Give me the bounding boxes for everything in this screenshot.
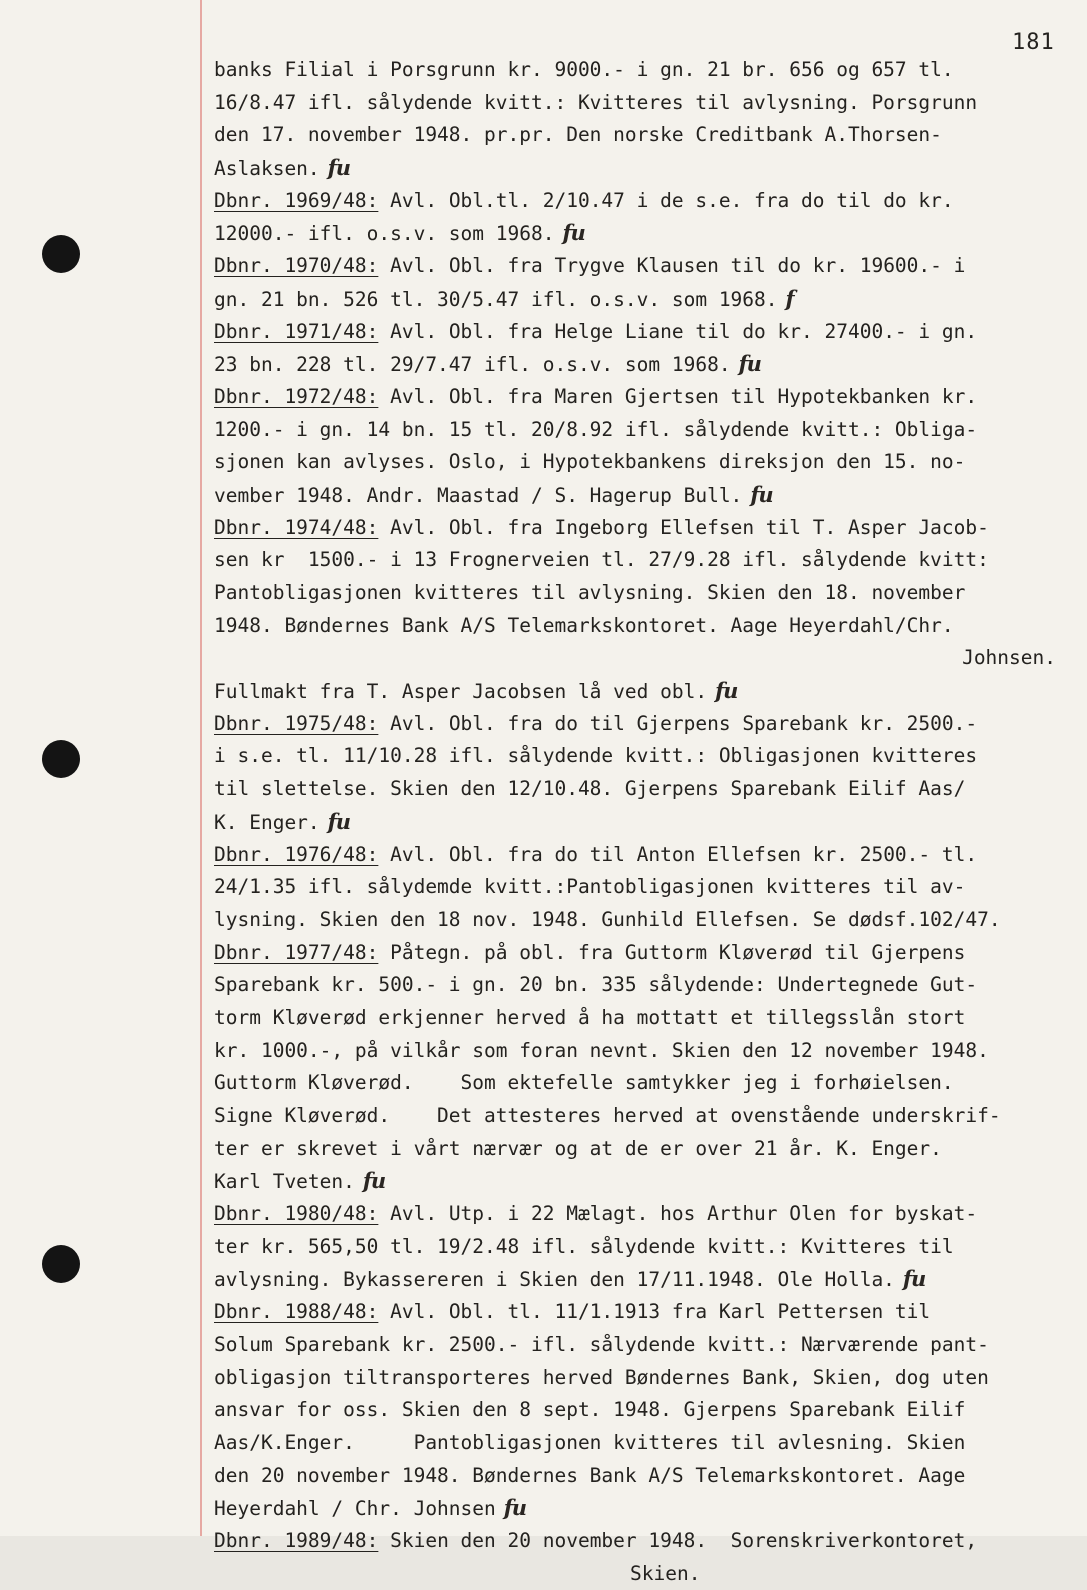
- text-line: [214, 1133, 1064, 1166]
- text-line: [214, 1263, 1064, 1296]
- line-text: ansvar for oss. Skien den 8 sept. 1948. Gjerpens Sparebank Eilif: [214, 1398, 966, 1422]
- line-text: lysning. Skien den 18 nov. 1948. Gunhild Ellefsen. Se dødsf.102/47.: [214, 907, 1001, 931]
- entry-number: Dbnr. 1971/48:: [214, 319, 379, 343]
- entry-number: Dbnr. 1989/48:: [214, 1528, 379, 1552]
- line-text: Pantobligasjonen kvitteres til avlysning. Skien den 18. november: [214, 581, 966, 604]
- line-text: Avl. Obl.tl. 2/10.47 i de s.e. fra do til do kr.: [378, 188, 954, 212]
- entry-number: Dbnr. 1969/48:: [214, 188, 379, 212]
- text-line: [214, 348, 1064, 381]
- line-text: Guttorm Kløverød. Som ektefelle samtykker jeg i forhøielsen.: [214, 1071, 954, 1095]
- handwritten-initials: fu: [562, 220, 585, 246]
- line-text: 1948. Bøndernes Bank A/S Telemarkskontoret. Aage Heyerdahl/Chr.: [214, 613, 954, 637]
- text-line: [214, 773, 1064, 806]
- text-line: [214, 1492, 1064, 1525]
- line-text: Aas/K.Enger. Pantobligasjonen kvitteres til avlesning. Skien: [214, 1430, 966, 1454]
- punch-hole-middle: [42, 740, 80, 778]
- text-line: [214, 610, 1064, 643]
- punch-hole-top: [42, 235, 80, 273]
- line-text: 16/8.47 ifl. sålydende kvitt.: Kvitteres til avlysning. Porsgrunn: [214, 90, 978, 114]
- line-text: Signe Kløverød. Det attesteres herved at ovenstående underskrif-: [214, 1104, 1001, 1127]
- text-line: [214, 54, 1064, 87]
- line-text: Avl. Obl. fra Trygve Klausen til do kr. 19600.- i: [378, 254, 966, 278]
- entry-number: Dbnr. 1974/48:: [214, 515, 379, 539]
- line-text: K. Enger.: [214, 810, 320, 834]
- entry-number: Dbnr. 1975/48:: [214, 711, 379, 735]
- text-line: [214, 904, 1064, 937]
- text-line: [214, 871, 1064, 904]
- line-text: den 20 november 1948. Bøndernes Bank A/S Telemarkskontoret. Aage: [214, 1463, 966, 1487]
- text-line: [214, 446, 1064, 479]
- text-line: [214, 119, 1064, 152]
- line-text: den 17. november 1948. pr.pr. Den norske Creditbank A.Thorsen-: [214, 123, 942, 147]
- line-text: avlysning. Bykassereren i Skien den 17/11.1948. Ole Holla.: [214, 1268, 895, 1292]
- text-line: [214, 152, 1064, 185]
- handwritten-initials: f: [785, 285, 794, 311]
- text-line: [214, 544, 1064, 577]
- line-text: banks Filial i Porsgrunn kr. 9000.- i gn. 21 br. 656 og 657 tl.: [214, 58, 954, 81]
- entry-header-line: [214, 1525, 1064, 1558]
- handwritten-initials: fu: [750, 481, 773, 507]
- handwritten-initials: fu: [362, 1168, 386, 1194]
- line-text: Avl. Obl. fra do til Anton Ellefsen kr. 2500.- tl.: [378, 842, 978, 866]
- line-text: 1200.- i gn. 14 bn. 15 tl. 20/8.92 ifl. sålydende kvitt.: Obliga-: [214, 417, 978, 441]
- entry-number: Dbnr. 1988/48:: [214, 1300, 379, 1324]
- text-line: [214, 642, 1064, 675]
- line-text: Karl Tveten.: [214, 1170, 355, 1194]
- text-line: [214, 1067, 1064, 1100]
- text-line: [214, 1035, 1064, 1068]
- line-text: i s.e. tl. 11/10.28 ifl. sålydende kvitt.: Obligasjonen kvitteres: [214, 744, 978, 768]
- line-text: Johnsen.: [962, 646, 1056, 670]
- line-text: Fullmakt fra T. Asper Jacobsen lå ved obl.: [214, 680, 708, 704]
- text-line: [214, 1427, 1064, 1460]
- entry-header-line: [214, 708, 1064, 741]
- line-text: obligasjon tiltransporteres herved Bøndernes Bank, Skien, dog uten: [214, 1365, 989, 1389]
- handwritten-initials: fu: [327, 155, 350, 181]
- text-line: [214, 87, 1064, 120]
- page-number: 181: [1012, 30, 1055, 55]
- handwritten-initials: fu: [503, 1495, 527, 1521]
- text-line: [214, 1394, 1064, 1427]
- line-text: gn. 21 bn. 526 tl. 30/5.47 ifl. o.s.v. som 1968.: [214, 287, 778, 311]
- entry-number: Dbnr. 1977/48:: [214, 940, 379, 964]
- text-line: [214, 806, 1064, 839]
- line-text: 24/1.35 ifl. sålydemde kvitt.:Pantobligasjonen kvitteres til av-: [214, 875, 966, 899]
- line-text: ter kr. 565,50 tl. 19/2.48 ifl. sålydende kvitt.: Kvitteres til: [214, 1234, 954, 1258]
- line-text: ter er skrevet i vårt nærvær og at de er over 21 år. K. Enger.: [214, 1136, 942, 1160]
- entry-number: Dbnr. 1980/48:: [214, 1202, 379, 1226]
- text-line: [214, 1329, 1064, 1362]
- entry-header-line: [214, 316, 1064, 349]
- line-text: 23 bn. 228 tl. 29/7.47 ifl. o.s.v. som 1968.: [214, 353, 731, 377]
- text-line: [214, 1558, 1064, 1590]
- handwritten-initials: fu: [715, 678, 738, 704]
- text-line: [214, 479, 1064, 512]
- line-text: Avl. Obl. fra Helge Liane til do kr. 27400.- i gn.: [378, 319, 978, 343]
- line-text: torm Kløverød erkjenner herved å ha mottatt et tillegsslån stort: [214, 1005, 966, 1029]
- text-line: [214, 1100, 1064, 1133]
- line-text: Aslaksen.: [214, 157, 320, 181]
- entry-header-line: [214, 512, 1064, 545]
- text-line: [214, 283, 1064, 316]
- text-line: [214, 1231, 1064, 1264]
- line-text: Sparebank kr. 500.- i gn. 20 bn. 335 sålydende: Undertegnede Gut-: [214, 973, 978, 997]
- handwritten-initials: fu: [902, 1266, 926, 1292]
- entry-header-line: [214, 1296, 1064, 1329]
- text-line: [214, 1165, 1064, 1198]
- line-text: til slettelse. Skien den 12/10.48. Gjerpens Sparebank Eilif Aas/: [214, 777, 966, 801]
- handwritten-initials: fu: [738, 351, 761, 377]
- text-line: [214, 414, 1064, 447]
- text-line: [214, 1460, 1064, 1493]
- entry-header-line: [214, 839, 1064, 872]
- text-line: [214, 577, 1064, 610]
- entry-number: Dbnr. 1972/48:: [214, 384, 379, 408]
- text-line: [214, 675, 1064, 708]
- line-text: Avl. Obl. fra Ingeborg Ellefsen til T. Asper Jacob-: [378, 515, 989, 539]
- text-line: [214, 969, 1064, 1002]
- line-text: sen kr 1500.- i 13 Frognerveien tl. 27/9.28 ifl. sålydende kvitt:: [214, 548, 989, 572]
- entry-header-line: [214, 185, 1064, 218]
- line-text: Heyerdahl / Chr. Johnsen: [214, 1497, 496, 1521]
- entry-number: Dbnr. 1976/48:: [214, 842, 379, 866]
- line-text: Solum Sparebank kr. 2500.- ifl. sålydende kvitt.: Nærværende pant-: [214, 1332, 989, 1356]
- line-text: sjonen kan avlyses. Oslo, i Hypotekbankens direksjon den 15. no-: [214, 450, 966, 474]
- entry-header-line: [214, 1198, 1064, 1231]
- handwritten-initials: fu: [327, 808, 350, 834]
- entry-number: Dbnr. 1970/48:: [214, 254, 379, 278]
- line-text: Avl. Obl. fra do til Gjerpens Sparebank kr. 2500.-: [378, 711, 978, 735]
- text-line: [214, 217, 1064, 250]
- margin-line: [200, 0, 202, 1536]
- ledger-text: [214, 54, 1064, 1590]
- line-text: Avl. Obl. fra Maren Gjertsen til Hypotekbanken kr.: [378, 384, 978, 408]
- line-text: vember 1948. Andr. Maastad / S. Hagerup Bull.: [214, 483, 743, 507]
- line-text: kr. 1000.-, på vilkår som foran nevnt. Skien den 12 november 1948.: [214, 1038, 989, 1062]
- line-text: Påtegn. på obl. fra Guttorm Kløverød til Gjerpens: [378, 940, 966, 964]
- text-line: [214, 1362, 1064, 1395]
- entry-header-line: [214, 381, 1064, 414]
- line-text: 12000.- ifl. o.s.v. som 1968.: [214, 222, 555, 246]
- line-text: Avl. Utp. i 22 Mælagt. hos Arthur Olen for byskat-: [378, 1202, 978, 1226]
- entry-header-line: [214, 250, 1064, 283]
- text-line: [214, 740, 1064, 773]
- line-text: Skien den 20 november 1948. Sorenskriverkontoret,: [378, 1528, 978, 1552]
- entry-header-line: [214, 937, 1064, 970]
- punch-hole-bottom: [42, 1245, 80, 1283]
- line-text: Skien.: [630, 1561, 701, 1585]
- text-line: [214, 1002, 1064, 1035]
- line-text: Avl. Obl. tl. 11/1.1913 fra Karl Pettersen til: [378, 1300, 931, 1324]
